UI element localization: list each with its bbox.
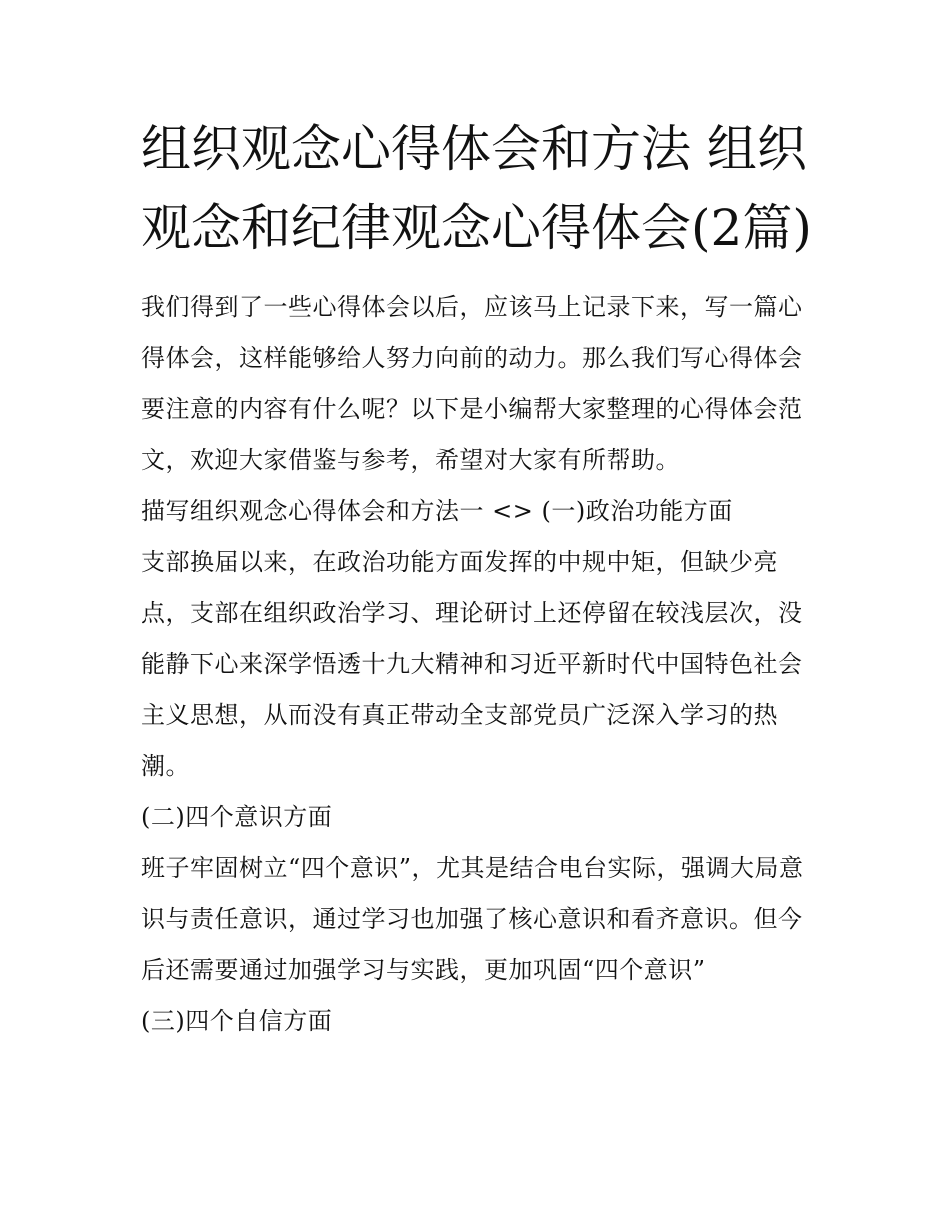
section-heading-3: (三)四个自信方面 xyxy=(141,1007,333,1035)
body-paragraph-political: 支部换届以来，在政治功能方面发挥的中规中矩，但缺少亮点，支部在组织政治学习、理论研讨上还停留在较浅层次，没能静下心来深学悟透十九大精神和习近平新时代中国特色社会主义思想，从而没有真正带动全支部党员广泛深入学习的热潮。 xyxy=(141,548,803,780)
section-heading-1: 描写组织观念心得体会和方法一 <> (一)政治功能方面 xyxy=(141,497,733,525)
document-title: 组织观念心得体会和方法 组织观念和纪律观念心得体会(2篇) xyxy=(141,120,812,257)
body-paragraph-awareness: 班子牢固树立“四个意识”，尤其是结合电台实际，强调大局意识与责任意识，通过学习也加强了核心意识和看齐意识。但今后还需要通过加强学习与实践，更加巩固“四个意识” xyxy=(141,854,804,984)
document-body xyxy=(141,110,821,1047)
section-heading-2: (二)四个意识方面 xyxy=(141,803,333,831)
intro-paragraph: 我们得到了一些心得体会以后，应该马上记录下来，写一篇心得体会，这样能够给人努力向前的动力。那么我们写心得体会要注意的内容有什么呢？以下是小编帮大家整理的心得体会范文，欢迎大家借鉴与参考，希望对大家有所帮助。 xyxy=(141,293,803,474)
